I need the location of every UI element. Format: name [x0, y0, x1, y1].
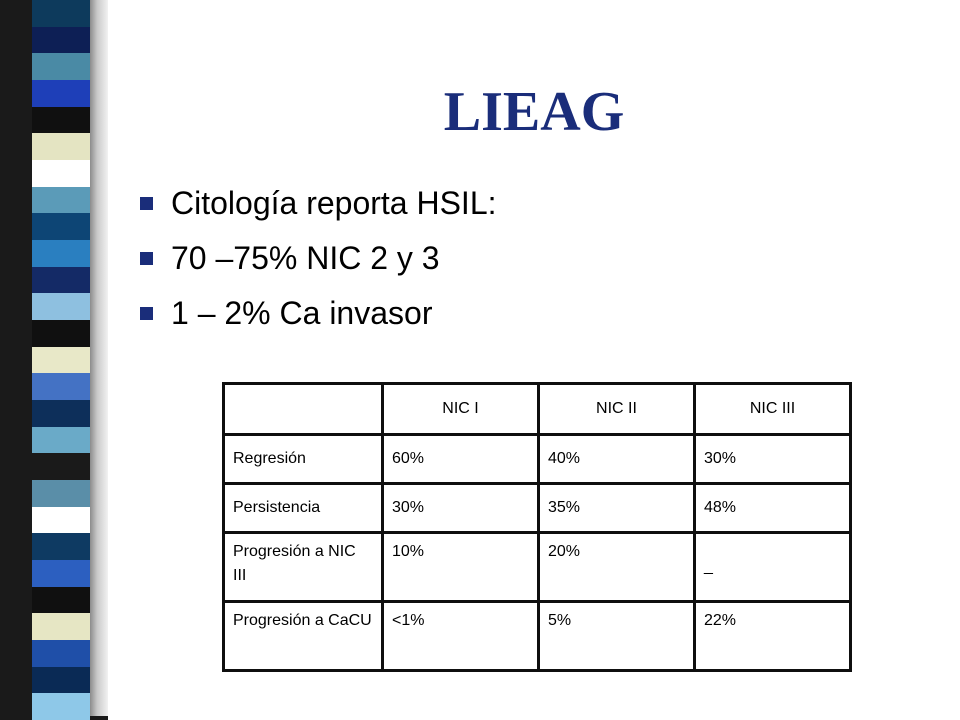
table-cell: 22% — [695, 602, 851, 671]
band-block — [32, 160, 90, 187]
table-cell: 5% — [539, 602, 695, 671]
row-label-cell: Progresión a NIC III — [224, 533, 383, 602]
band-block — [32, 347, 90, 374]
band-block — [32, 53, 90, 80]
band-block — [32, 0, 90, 27]
bullet-item — [140, 286, 497, 341]
band-block — [32, 107, 90, 134]
table-cell: 10% — [383, 533, 539, 602]
table-cell: 20% — [539, 533, 695, 602]
outcome-table — [222, 382, 852, 672]
band-block — [32, 267, 90, 294]
bullet-list — [140, 176, 497, 341]
table-row — [224, 533, 851, 602]
header-cell — [224, 384, 383, 435]
table-cell: 30% — [695, 435, 851, 484]
band-block — [32, 27, 90, 54]
band-block — [32, 640, 90, 667]
band-block — [32, 613, 90, 640]
band-edge-bottom — [90, 716, 108, 720]
table-cell: 40% — [539, 435, 695, 484]
square-bullet-icon — [140, 197, 153, 210]
left-dark-strip — [0, 0, 32, 720]
band-block — [32, 667, 90, 694]
bullet-item — [140, 176, 497, 231]
band-block — [32, 293, 90, 320]
table-row — [224, 435, 851, 484]
table-cell: <1% — [383, 602, 539, 671]
table-cell: 60% — [383, 435, 539, 484]
square-bullet-icon — [140, 307, 153, 320]
table-cell: 30% — [383, 484, 539, 533]
row-label-cell: Persistencia — [224, 484, 383, 533]
bullet-text: 70 –75% NIC 2 y 3 — [171, 240, 440, 276]
table-cell: 35% — [539, 484, 695, 533]
band-block — [32, 373, 90, 400]
band-block — [32, 240, 90, 267]
slide-title: LIEAG — [443, 81, 625, 143]
row-label-cell: Progresión a CaCU — [224, 602, 383, 671]
band-block — [32, 213, 90, 240]
table-row — [224, 602, 851, 671]
decorative-color-band — [32, 0, 90, 720]
band-block — [32, 693, 90, 720]
band-block — [32, 480, 90, 507]
band-block — [32, 533, 90, 560]
header-cell: NIC I — [383, 384, 539, 435]
band-block — [32, 560, 90, 587]
bullet-item — [140, 231, 497, 286]
band-block — [32, 187, 90, 214]
table-cell: _ — [695, 533, 851, 602]
header-cell: NIC III — [695, 384, 851, 435]
square-bullet-icon — [140, 252, 153, 265]
band-shadow-edge — [90, 0, 108, 720]
band-block — [32, 427, 90, 454]
table-cell: 48% — [695, 484, 851, 533]
band-block — [32, 320, 90, 347]
band-block — [32, 587, 90, 614]
band-block — [32, 400, 90, 427]
band-block — [32, 133, 90, 160]
table-row — [224, 484, 851, 533]
bullet-text: Citología reporta HSIL: — [171, 185, 497, 221]
row-label-cell: Regresión — [224, 435, 383, 484]
band-block — [32, 453, 90, 480]
header-cell: NIC II — [539, 384, 695, 435]
band-block — [32, 80, 90, 107]
band-block — [32, 507, 90, 534]
bullet-text: 1 – 2% Ca invasor — [171, 295, 433, 331]
table-header-row — [224, 384, 851, 435]
